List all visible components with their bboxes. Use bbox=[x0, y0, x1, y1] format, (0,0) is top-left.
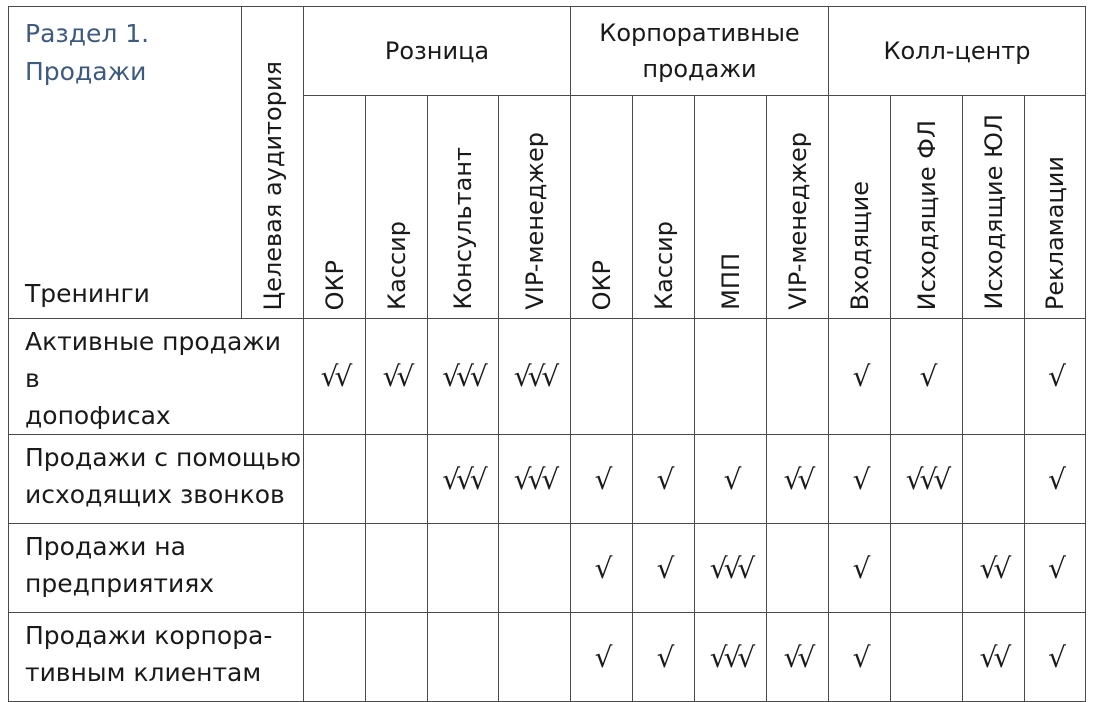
mark-cell bbox=[767, 524, 829, 613]
group-header-corporate bbox=[571, 7, 829, 96]
role-header bbox=[891, 96, 963, 319]
role-label: Кассир bbox=[382, 221, 411, 310]
role-label: VIP-менеджер bbox=[783, 132, 812, 310]
audience-label: Целевая аудитория bbox=[258, 60, 287, 310]
group-header-row bbox=[9, 7, 1086, 96]
table-row bbox=[9, 319, 1086, 435]
group-name-line-1: Розница bbox=[384, 37, 490, 65]
role-label: Кассир bbox=[649, 221, 678, 310]
role-header bbox=[767, 96, 829, 319]
mark-cell: √ bbox=[695, 435, 767, 524]
training-name bbox=[9, 319, 304, 435]
mark-cell: √ bbox=[571, 435, 633, 524]
mark-cell: √√ bbox=[304, 319, 366, 435]
mark-cell: √ bbox=[1025, 524, 1086, 613]
role-header bbox=[829, 96, 891, 319]
training-name-line-1: Продажи корпора- bbox=[25, 621, 273, 650]
mark-cell bbox=[304, 613, 366, 702]
mark-cell: √ bbox=[829, 524, 891, 613]
section-title bbox=[25, 15, 149, 91]
mark-cell bbox=[571, 319, 633, 435]
group-name-line-1: Колл-центр bbox=[883, 37, 1031, 65]
mark-cell: √ bbox=[1025, 435, 1086, 524]
table-row bbox=[9, 435, 1086, 524]
mark-cell: √√ bbox=[366, 319, 428, 435]
role-label: Входящие bbox=[845, 180, 874, 310]
training-name-line-2: предприятиях bbox=[25, 569, 215, 598]
mark-cell: √ bbox=[829, 435, 891, 524]
mark-cell bbox=[366, 524, 428, 613]
mark-cell bbox=[499, 613, 571, 702]
group-header-call-center bbox=[829, 7, 1086, 96]
group-name-line-1: Корпоративные bbox=[599, 19, 800, 47]
role-header bbox=[571, 96, 633, 319]
role-header bbox=[366, 96, 428, 319]
corner-cell bbox=[9, 7, 242, 319]
mark-cell bbox=[499, 524, 571, 613]
audience-header bbox=[242, 7, 304, 319]
role-label: ОКР bbox=[587, 259, 616, 310]
trainings-label: Тренинги bbox=[25, 279, 150, 308]
mark-cell bbox=[963, 319, 1025, 435]
mark-cell: √ bbox=[633, 613, 695, 702]
mark-cell: √√ bbox=[963, 524, 1025, 613]
mark-cell bbox=[366, 613, 428, 702]
mark-cell: √√√ bbox=[695, 524, 767, 613]
mark-cell bbox=[428, 524, 499, 613]
training-name-line-2: исходящих звонков bbox=[25, 480, 285, 509]
role-label: Консультант bbox=[449, 147, 477, 310]
mark-cell: √ bbox=[891, 319, 963, 435]
mark-cell bbox=[767, 319, 829, 435]
mark-cell bbox=[891, 613, 963, 702]
training-name bbox=[9, 435, 304, 524]
mark-cell: √ bbox=[633, 435, 695, 524]
training-name-line-2: тивным клиентам bbox=[25, 658, 262, 687]
mark-cell: √ bbox=[829, 613, 891, 702]
mark-cell: √ bbox=[1025, 613, 1086, 702]
section-title-line-2: Продажи bbox=[25, 57, 147, 86]
mark-cell bbox=[428, 613, 499, 702]
mark-cell: √√√ bbox=[891, 435, 963, 524]
table-row bbox=[9, 524, 1086, 613]
mark-cell: √ bbox=[829, 319, 891, 435]
mark-cell: √√ bbox=[767, 613, 829, 702]
mark-cell: √√√ bbox=[499, 319, 571, 435]
training-name bbox=[9, 524, 304, 613]
mark-cell: √√√ bbox=[428, 435, 499, 524]
role-header bbox=[1025, 96, 1086, 319]
training-name-line-1: Продажи на bbox=[25, 532, 186, 561]
mark-cell bbox=[366, 435, 428, 524]
role-header bbox=[963, 96, 1025, 319]
mark-cell bbox=[891, 524, 963, 613]
section-title-line-1: Раздел 1. bbox=[25, 19, 150, 48]
mark-cell: √ bbox=[633, 524, 695, 613]
mark-cell bbox=[304, 435, 366, 524]
role-header bbox=[695, 96, 767, 319]
role-label: Исходящие ФЛ bbox=[912, 119, 941, 310]
mark-cell: √ bbox=[571, 524, 633, 613]
role-label: ОКР bbox=[320, 259, 349, 310]
mark-cell: √ bbox=[1025, 319, 1086, 435]
role-header bbox=[304, 96, 366, 319]
training-name-line-1: Продажи с помощью bbox=[25, 443, 302, 472]
training-name-line-2: допофисах bbox=[25, 401, 171, 430]
table-row bbox=[9, 613, 1086, 702]
role-header bbox=[428, 96, 499, 319]
role-label: Рекламации bbox=[1041, 155, 1069, 310]
mark-cell bbox=[633, 319, 695, 435]
mark-cell bbox=[304, 524, 366, 613]
role-label: МПП bbox=[716, 253, 745, 310]
mark-cell: √ bbox=[571, 613, 633, 702]
mark-cell: √√√ bbox=[428, 319, 499, 435]
mark-cell: √√√ bbox=[499, 435, 571, 524]
training-name bbox=[9, 613, 304, 702]
mark-cell bbox=[695, 319, 767, 435]
group-header-retail bbox=[304, 7, 571, 96]
role-header bbox=[499, 96, 571, 319]
mark-cell: √√ bbox=[767, 435, 829, 524]
mark-cell: √√ bbox=[963, 613, 1025, 702]
training-matrix-table bbox=[8, 6, 1086, 702]
training-name-line-1: Активные продажи в bbox=[25, 327, 282, 393]
role-label: VIP-менеджер bbox=[520, 132, 549, 310]
role-label: Исходящие ЮЛ bbox=[979, 114, 1008, 310]
group-name-line-2: продажи bbox=[642, 55, 757, 83]
mark-cell: √√√ bbox=[695, 613, 767, 702]
mark-cell bbox=[963, 435, 1025, 524]
role-header bbox=[633, 96, 695, 319]
